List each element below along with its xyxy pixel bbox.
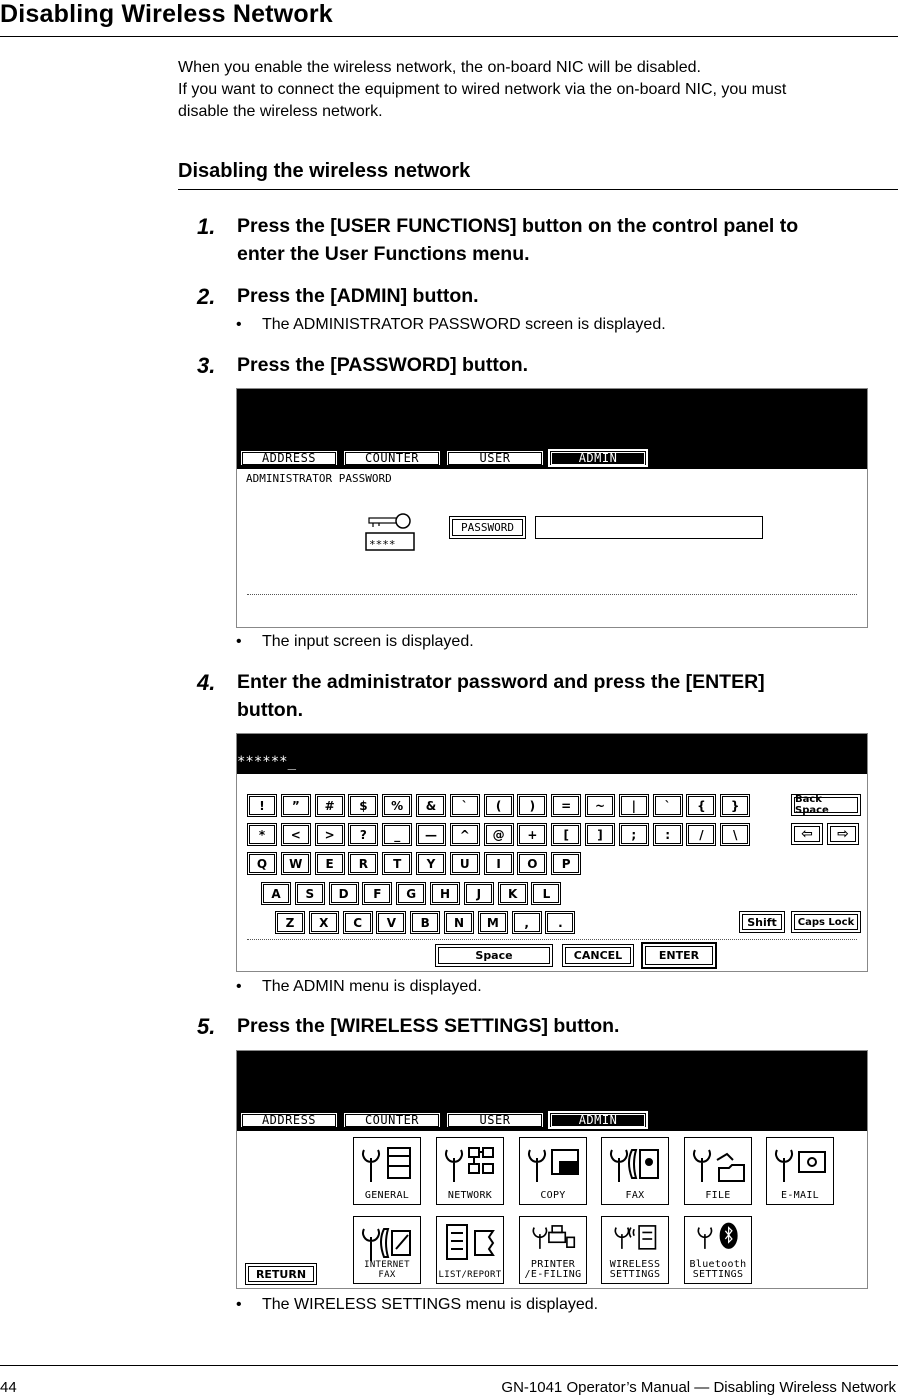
admin-password-screen: [236, 388, 868, 628]
keyboard-key[interactable]: Z: [275, 911, 305, 934]
keyboard-key[interactable]: ): [517, 794, 547, 817]
keyboard-key[interactable]: .: [545, 911, 575, 934]
keyboard-key[interactable]: ~: [585, 794, 615, 817]
keyboard-key[interactable]: *: [247, 823, 277, 846]
step-note: The ADMIN menu is displayed.: [262, 978, 482, 995]
footer-text: GN-1041 Operator’s Manual — Disabling Wireless Network: [501, 1379, 896, 1396]
keyboard-key[interactable]: F: [362, 882, 392, 905]
wireless-settings-button[interactable]: WIRELESS SETTINGS: [601, 1216, 669, 1284]
footer-rule: [0, 1365, 898, 1366]
keyboard-key[interactable]: C: [343, 911, 373, 934]
keyboard-key[interactable]: =: [551, 794, 581, 817]
keyboard-key[interactable]: L: [531, 882, 561, 905]
step-note: The WIRELESS SETTINGS menu is displayed.: [262, 1296, 599, 1313]
step-text: Press the [WIRELESS SETTINGS] button.: [237, 1015, 620, 1037]
keyboard-key[interactable]: +: [517, 823, 547, 846]
keyboard-key[interactable]: <: [281, 823, 311, 846]
keyboard-key[interactable]: ?: [348, 823, 378, 846]
section-title: Disabling the wireless network: [178, 160, 471, 182]
copy-button[interactable]: COPY: [519, 1137, 587, 1205]
file-button[interactable]: FILE: [684, 1137, 752, 1205]
back-space-key[interactable]: Back Space: [791, 794, 861, 816]
divider: [247, 594, 857, 595]
keyboard-key[interactable]: S: [295, 882, 325, 905]
keyboard-key[interactable]: K: [498, 882, 528, 905]
keyboard-key[interactable]: [: [551, 823, 581, 846]
intro-line-2: If you want to connect the equipment to wired network via the on-board NIC, you must: [178, 81, 787, 98]
keyboard-key[interactable]: ”: [281, 794, 311, 817]
keyboard-key[interactable]: —: [416, 823, 446, 846]
keyboard-key[interactable]: M: [478, 911, 508, 934]
keyboard-key[interactable]: B: [410, 911, 440, 934]
enter-button[interactable]: ENTER: [641, 942, 717, 969]
bullet: •: [236, 1296, 242, 1313]
general-button[interactable]: GENERAL: [353, 1137, 421, 1205]
bluetooth-settings-button[interactable]: Bluetooth SETTINGS: [684, 1216, 752, 1284]
keyboard-key[interactable]: _: [382, 823, 412, 846]
screen-title: ADMINISTRATOR PASSWORD: [246, 472, 392, 485]
step-line: button.: [237, 699, 304, 721]
input-bar: [237, 734, 867, 774]
step-number: 1.: [197, 214, 216, 239]
step-line: enter the User Functions menu.: [237, 243, 530, 265]
section-rule: [178, 189, 898, 190]
keyboard-key[interactable]: \: [720, 823, 750, 846]
tab-counter[interactable]: COUNTER: [342, 449, 442, 467]
keyboard-key[interactable]: U: [450, 852, 480, 875]
keyboard-key[interactable]: D: [329, 882, 359, 905]
step-text: Press the [PASSWORD] button.: [237, 354, 529, 376]
admin-menu-screen: [236, 1050, 868, 1289]
password-button[interactable]: PASSWORD: [449, 516, 526, 539]
keyboard-key[interactable]: #: [315, 794, 345, 817]
tab-address[interactable]: ADDRESS: [239, 1111, 339, 1129]
fax-button[interactable]: FAX: [601, 1137, 669, 1205]
keyboard-key[interactable]: !: [247, 794, 277, 817]
list-report-icon: [441, 1221, 499, 1265]
cancel-button[interactable]: CANCEL: [562, 944, 634, 967]
left-arrow-key[interactable]: ⇦: [791, 823, 823, 845]
keyboard-key[interactable]: P: [551, 852, 581, 875]
keyboard-key[interactable]: R: [348, 852, 378, 875]
tab-user[interactable]: USER: [445, 1111, 545, 1129]
bullet: •: [236, 978, 242, 995]
password-field[interactable]: [535, 516, 763, 539]
keyboard-key[interactable]: {: [686, 794, 716, 817]
tab-address[interactable]: ADDRESS: [239, 449, 339, 467]
page-title: Disabling Wireless Network: [0, 0, 333, 28]
keyboard-key[interactable]: `: [653, 794, 683, 817]
masked-password: ****_: [369, 538, 403, 551]
caps-lock-key[interactable]: Caps Lock: [791, 911, 861, 933]
step-number: 2.: [197, 284, 216, 309]
keyboard-key[interactable]: A: [261, 882, 291, 905]
keyboard-key[interactable]: ,: [512, 911, 542, 934]
right-arrow-key[interactable]: ⇨: [827, 823, 859, 845]
file-icon: [689, 1142, 747, 1186]
keyboard-key[interactable]: Q: [247, 852, 277, 875]
tab-user[interactable]: USER: [445, 449, 545, 467]
keyboard-key[interactable]: ]: [585, 823, 615, 846]
keyboard-key[interactable]: O: [517, 852, 547, 875]
network-icon: [441, 1142, 499, 1186]
keyboard-key[interactable]: (: [484, 794, 514, 817]
step-note: The input screen is displayed.: [262, 633, 474, 650]
fax-icon: [606, 1142, 664, 1186]
printer-icon: [524, 1221, 582, 1257]
intro-line-3: disable the wireless network.: [178, 103, 383, 120]
keyboard-key[interactable]: `: [450, 794, 480, 817]
internet-fax-button[interactable]: INTERNET FAX: [353, 1216, 421, 1284]
keyboard-key[interactable]: ;: [619, 823, 649, 846]
bluetooth-icon: [689, 1221, 747, 1257]
return-button[interactable]: RETURN: [245, 1263, 317, 1285]
keyboard-key[interactable]: N: [444, 911, 474, 934]
keyboard-key[interactable]: }: [720, 794, 750, 817]
keyboard-key[interactable]: V: [376, 911, 406, 934]
step-text: [237, 212, 897, 268]
keyboard-key[interactable]: >: [315, 823, 345, 846]
email-button[interactable]: E-MAIL: [766, 1137, 834, 1205]
internet-fax-icon: [358, 1221, 416, 1265]
network-button[interactable]: NETWORK: [436, 1137, 504, 1205]
keyboard-key[interactable]: $: [348, 794, 378, 817]
header-rule: [0, 36, 898, 37]
keyboard-key[interactable]: H: [430, 882, 460, 905]
keyboard-key[interactable]: %: [382, 794, 412, 817]
tab-counter[interactable]: COUNTER: [342, 1111, 442, 1129]
email-icon: [771, 1142, 829, 1186]
divider: [247, 939, 857, 940]
tab-admin[interactable]: ADMIN: [548, 449, 648, 467]
page-number: 44: [0, 1379, 17, 1396]
step-line: Press the [USER FUNCTIONS] button on the control panel to: [237, 215, 799, 237]
keyboard-key[interactable]: |: [619, 794, 649, 817]
copy-icon: [524, 1142, 582, 1186]
step-text: Press the [ADMIN] button.: [237, 285, 479, 307]
keyboard-screen: [236, 733, 868, 972]
step-number: 5.: [197, 1014, 216, 1039]
keyboard-key[interactable]: I: [484, 852, 514, 875]
space-key[interactable]: Space: [435, 944, 553, 967]
step-note: The ADMINISTRATOR PASSWORD screen is displayed.: [262, 316, 666, 333]
password-input[interactable]: ******_: [237, 754, 297, 770]
intro-line-1: When you enable the wireless network, the on-board NIC will be disabled.: [178, 59, 701, 76]
tab-bar: [239, 1111, 648, 1129]
printer-efiling-button[interactable]: PRINTER /E-FILING: [519, 1216, 587, 1284]
keyboard-key[interactable]: /: [686, 823, 716, 846]
keyboard-key[interactable]: W: [281, 852, 311, 875]
general-icon: [358, 1142, 416, 1186]
shift-key[interactable]: Shift: [739, 911, 785, 933]
keyboard-key[interactable]: :: [653, 823, 683, 846]
step-number: 4.: [197, 670, 216, 695]
step-number: 3.: [197, 353, 216, 378]
tab-admin[interactable]: ADMIN: [548, 1111, 648, 1129]
keyboard-key[interactable]: @: [484, 823, 514, 846]
keyboard-key[interactable]: Y: [416, 852, 446, 875]
tab-bar: [239, 449, 648, 467]
bullet: •: [236, 633, 242, 650]
step-text: [237, 668, 897, 724]
keyboard-key[interactable]: G: [396, 882, 426, 905]
keyboard-key[interactable]: ^: [450, 823, 480, 846]
keyboard-key[interactable]: &: [416, 794, 446, 817]
keyboard-key[interactable]: T: [382, 852, 412, 875]
keyboard-key[interactable]: X: [309, 911, 339, 934]
step-line: Enter the administrator password and press the [ENTER]: [237, 671, 765, 693]
keyboard-key[interactable]: J: [464, 882, 494, 905]
wireless-icon: [606, 1221, 664, 1257]
list-report-button[interactable]: LIST/REPORT: [436, 1216, 504, 1284]
keyboard-key[interactable]: E: [315, 852, 345, 875]
bullet: •: [236, 316, 242, 333]
